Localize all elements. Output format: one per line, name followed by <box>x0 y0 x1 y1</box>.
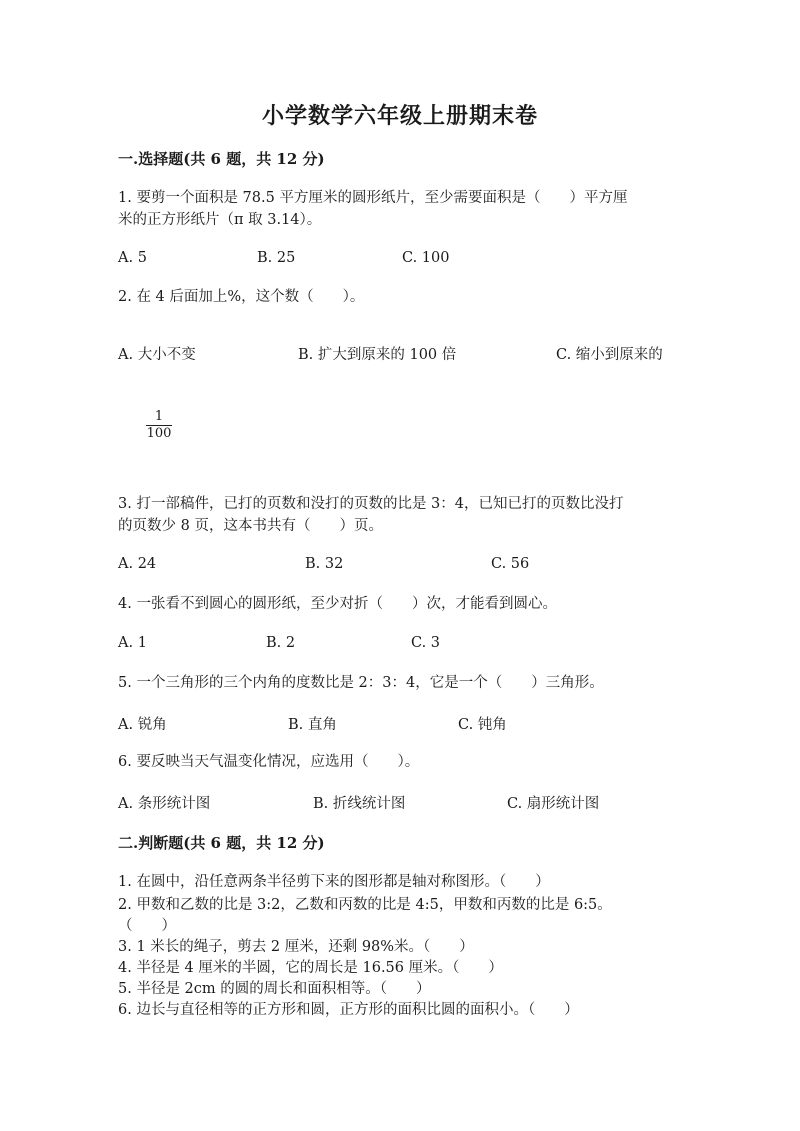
question-3-option-b: B. 32 <box>305 556 344 572</box>
question-5-option-b: B. 直角 <box>288 717 337 733</box>
question-2-line-1: 2. 在 4 后面加上%，这个数（ ）。 <box>118 289 365 305</box>
judgement-item-6: 6. 边长与直径相等的正方形和圆，正方形的面积比圆的面积小。（ ） <box>118 1002 579 1018</box>
fraction-numerator: 1 <box>154 409 164 424</box>
question-1-line-1: 1. 要剪一个面积是 78.5 平方厘米的圆形纸片，至少需要面积是（ ）平方厘 <box>118 190 628 206</box>
section-heading-choice: 一.选择题(共 6 题，共 12 分) <box>118 150 325 168</box>
question-5-line-1: 5. 一个三角形的三个内角的度数比是 2：3：4，它是一个（ ）三角形。 <box>118 675 604 691</box>
question-2-option-c: C. 缩小到原来的 <box>556 347 663 363</box>
judgement-item-2: 2. 甲数和乙数的比是 3:2，乙数和丙数的比是 4:5，甲数和丙数的比是 6:5。 <box>118 897 612 913</box>
question-3-option-c: C. 56 <box>491 556 530 572</box>
question-5-option-c: C. 钝角 <box>458 717 507 733</box>
question-4-option-b: B. 2 <box>266 635 296 651</box>
question-4-option-a: A. 1 <box>118 635 147 651</box>
question-4-option-c: C. 3 <box>411 635 441 651</box>
fraction-one-hundredth <box>146 410 172 441</box>
fraction-denominator: 100 <box>146 426 172 441</box>
judgement-item-4: 4. 半径是 4 厘米的半圆，它的周长是 16.56 厘米。（ ） <box>118 960 503 976</box>
question-2-option-a: A. 大小不变 <box>118 347 196 363</box>
question-6-option-a: A. 条形统计图 <box>118 796 211 812</box>
question-1-option-c: C. 100 <box>402 250 450 266</box>
question-5-option-a: A. 锐角 <box>118 717 167 733</box>
question-2-option-b: B. 扩大到原来的 100 倍 <box>298 347 457 363</box>
question-1-option-b: B. 25 <box>257 250 296 266</box>
question-4-line-1: 4. 一张看不到圆心的圆形纸，至少对折（ ）次，才能看到圆心。 <box>118 596 557 612</box>
question-6-option-b: B. 折线统计图 <box>313 796 406 812</box>
question-1-option-a: A. 5 <box>118 250 147 266</box>
question-1-line-2: 米的正方形纸片（π 取 3.14）。 <box>118 212 322 228</box>
question-3-option-a: A. 24 <box>118 556 157 572</box>
judgement-item-3: 3. 1 米长的绳子，剪去 2 厘米，还剩 98%米。（ ） <box>118 939 474 955</box>
question-3-line-2: 的页数少 8 页，这本书共有（ ）页。 <box>118 518 383 534</box>
judgement-item-1: 1. 在圆中，沿任意两条半径剪下来的图形都是轴对称图形。（ ） <box>118 874 550 890</box>
question-6-option-c: C. 扇形统计图 <box>507 796 600 812</box>
judgement-item-5: 5. 半径是 2cm 的圆的周长和面积相等。（ ） <box>118 981 431 997</box>
question-6-line-1: 6. 要反映当天气温变化情况，应选用（ ）。 <box>118 754 420 770</box>
question-3-line-1: 3. 打一部稿件，已打的页数和没打的页数的比是 3：4，已知已打的页数比没打 <box>118 496 624 512</box>
page-title: 小学数学六年级上册期末卷 <box>261 103 538 129</box>
section-heading-judgement: 二.判断题(共 6 题，共 12 分) <box>118 834 325 852</box>
judgement-item-2-continued: （ ） <box>118 918 176 934</box>
